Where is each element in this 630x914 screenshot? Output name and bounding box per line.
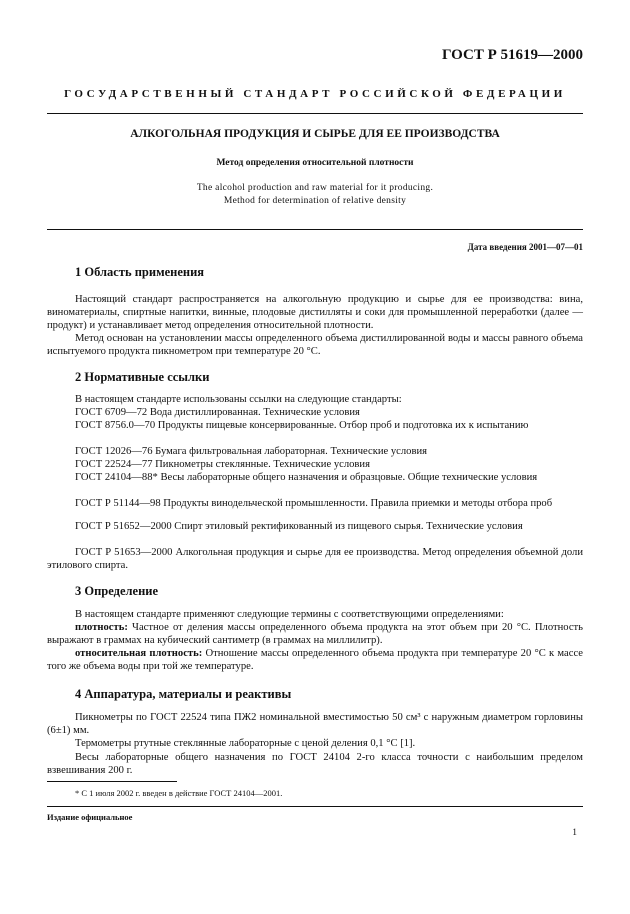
section-4-paragraph-3: Весы лабораторные общего назначения по ГОСТ 24104 2-го класса точности с наибольшим пределом взвешивания 200 г. bbox=[47, 752, 583, 776]
page-number: 1 bbox=[572, 828, 577, 838]
section-4-paragraph-1: Пикнометры по ГОСТ 22524 типа ПЖ2 номинальной вместимостью 50 см³ с наружным диаметром горловины (6±1) мм. bbox=[47, 712, 583, 736]
footer-rule bbox=[47, 806, 583, 807]
document-subtitle: Метод определения относительной плотности bbox=[216, 158, 414, 168]
section-1-paragraph-2: Метод основан на установлении массы определенного объема дистиллированной воды и массы равного объема испытуемого продукта пикнометром при температуре 20 °С. bbox=[47, 333, 583, 357]
state-standard-banner: ГОСУДАРСТВЕННЫЙ СТАНДАРТ РОССИЙСКОЙ ФЕДЕРАЦИИ bbox=[64, 88, 566, 100]
reference-item: ГОСТ Р 51144—98 Продукты винодельческой промышленности. Правила приемки и методы отбора проб bbox=[75, 498, 553, 509]
section-3-intro: В настоящем стандарте применяют следующие термины с соответствующими определениями: bbox=[75, 609, 504, 620]
section-2-heading: 2 Нормативные ссылки bbox=[75, 370, 210, 384]
section-4-heading: 4 Аппаратура, материалы и реактивы bbox=[75, 687, 292, 701]
reference-item: ГОСТ Р 51653—2000 Алкогольная продукция и сырье для ее производства. Метод определения объемной доли этилового спирта. bbox=[47, 547, 583, 571]
edition-label: Издание официальное bbox=[47, 812, 133, 822]
document-title: АЛКОГОЛЬНАЯ ПРОДУКЦИЯ И СЫРЬЕ ДЛЯ ЕЕ ПРОИЗВОДСТВА bbox=[130, 128, 500, 140]
reference-item: ГОСТ 8756.0—70 Продукты пищевые консервированные. Отбор проб и подготовка их к испытанию bbox=[75, 420, 529, 431]
english-title-line1: The alcohol production and raw material for it producing. bbox=[196, 183, 434, 193]
reference-item: ГОСТ 24104—88* Весы лабораторные общего назначения и образцовые. Общие технические условия bbox=[75, 472, 538, 483]
section-3-heading: 3 Определение bbox=[75, 584, 159, 598]
title-rule bbox=[47, 229, 583, 230]
definition-relative-density bbox=[47, 647, 583, 673]
reference-item: ГОСТ 22524—77 Пикнометры стеклянные. Технические условия bbox=[75, 459, 370, 470]
reference-item: ГОСТ Р 51652—2000 Спирт этиловый ректификованный из пищевого сырья. Технические условия bbox=[75, 521, 523, 532]
footnote: * С 1 июля 2002 г. введен в действие ГОСТ 24104—2001. bbox=[75, 788, 283, 798]
section-4-paragraph-2: Термометры ртутные стеклянные лабораторные с ценой деления 0,1 °С [1]. bbox=[75, 738, 416, 749]
standard-code: ГОСТ Р 51619—2000 bbox=[441, 47, 583, 63]
section-2-intro: В настоящем стандарте использованы ссылки на следующие стандарты: bbox=[75, 394, 402, 405]
section-1-paragraph-1: Настоящий стандарт распространяется на алкогольную продукцию и сырье для ее производства: вина, виноматериалы, спиртные напитки, винные, плодовые дистилляты и соки для промышленной переработки (далее — продукт) и устанавливает метод определения относительной плотности. bbox=[47, 294, 583, 331]
term-density: плотность: bbox=[75, 622, 128, 633]
definition-density-text: Частное от деления массы определенного объема продукта на этот объем при 20 °С. Плотность выражают в граммах на кубический сантиметр (в граммах на миллилитр). bbox=[47, 622, 583, 646]
definition-density bbox=[47, 621, 583, 647]
reference-item: ГОСТ 12026—76 Бумага фильтровальная лабораторная. Технические условия bbox=[75, 446, 427, 457]
introduction-date: Дата введения 2001—07—01 bbox=[467, 242, 583, 252]
footnote-rule bbox=[47, 781, 177, 782]
header-rule bbox=[47, 113, 583, 114]
english-title-line2: Method for determination of relative density bbox=[223, 196, 407, 206]
section-1-heading: 1 Область применения bbox=[75, 265, 205, 279]
term-relative-density: относительная плотность: bbox=[75, 648, 203, 659]
definition-relative-density-text: Отношение массы определенного объема продукта при температуре 20 °С к массе того же объема воды при той же температуре. bbox=[47, 648, 583, 672]
reference-item: ГОСТ 6709—72 Вода дистиллированная. Технические условия bbox=[75, 407, 360, 418]
